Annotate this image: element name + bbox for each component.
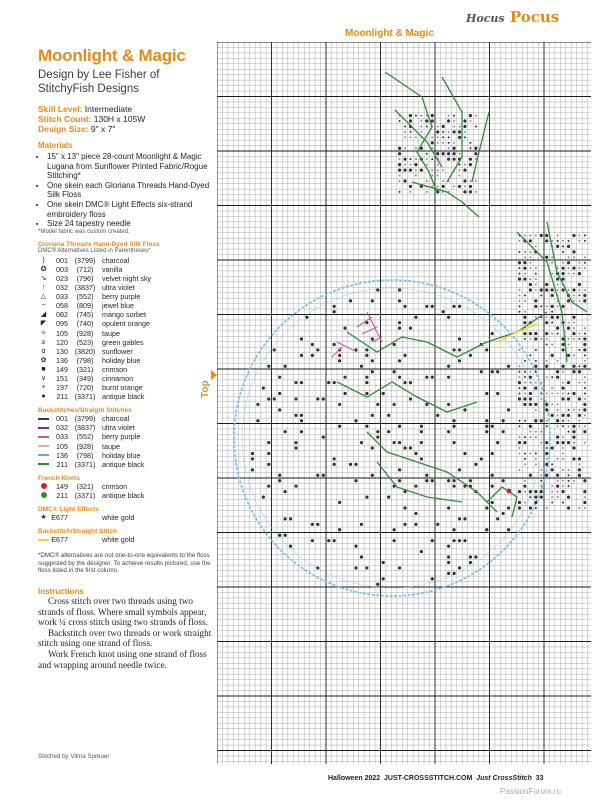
color-name: crimson [102, 364, 128, 374]
stitch-symbol-icon: ) [42, 256, 45, 264]
key-row [38, 356, 216, 365]
dmc-number: (798) [76, 355, 94, 365]
key-row [38, 423, 216, 432]
key-row [38, 513, 216, 522]
byline: Design by Lee Fisher of StitchyFish Designs [38, 69, 160, 95]
floss-number: 211 [56, 490, 68, 500]
color-name: white gold [102, 535, 135, 545]
key-row [38, 347, 216, 356]
dmc-number: (3371) [74, 459, 96, 469]
floss-number: 058 [56, 301, 68, 311]
brand-logo: Hocus Pocus [466, 8, 560, 26]
floss-number: 211 [56, 392, 68, 402]
key-row [38, 374, 216, 383]
stitch-symbol-icon: ↑ [41, 284, 46, 292]
french-knot-icon [41, 492, 47, 498]
dmc-number: (552) [76, 432, 94, 442]
dmc-number: (809) [76, 301, 94, 311]
stitch-symbol-icon: ✧ [40, 329, 47, 337]
color-name: antique black [102, 392, 145, 402]
color-name: sunflower [102, 346, 133, 356]
key-row [38, 460, 216, 469]
backstitch-line-icon [38, 436, 49, 438]
stitched-by-credit: Stitched by Vilma Spreuer [38, 753, 110, 760]
color-name: holiday blue [102, 355, 141, 365]
floss-number: 136 [56, 450, 68, 460]
page-footer: Halloween 2022 JUST-CROSSSTITCH.COM Just CrossStitch 33 [328, 775, 544, 782]
stitch-symbol-icon: ✪ [40, 265, 47, 273]
backstitch-line-icon [38, 539, 49, 541]
color-name: charcoal [102, 255, 130, 265]
floss-number: 136 [56, 355, 68, 365]
materials-list [38, 152, 216, 229]
key-row [38, 265, 216, 274]
floss-number: 033 [56, 432, 68, 442]
key-row [38, 338, 216, 347]
french-knot-heading: French Knots [38, 474, 80, 482]
stitch-symbol-icon: ≥ [41, 338, 46, 346]
stitch-symbol-icon: ● [41, 393, 46, 401]
floss-number: 130 [56, 346, 68, 356]
backstitch-key [38, 414, 216, 469]
stitch-symbol-icon: △ [40, 293, 47, 301]
light-effects-key [38, 513, 216, 522]
floss-number: E677 [51, 535, 68, 545]
key-row [38, 451, 216, 460]
key-row [38, 392, 216, 401]
list-item: • Size 24 tapestry needle [47, 219, 216, 229]
floss-number: 082 [56, 310, 68, 320]
key-row [38, 319, 216, 328]
dmc-number: (349) [76, 373, 94, 383]
key-row [38, 414, 216, 423]
dmc-number: (3837) [74, 283, 96, 293]
stitch-symbol-icon: ✿ [40, 356, 47, 364]
stitch-symbol-icon: ∨ [40, 374, 47, 382]
dmc-number: (552) [76, 292, 94, 302]
stitch-symbol-icon: ★ [40, 514, 47, 521]
floss-number: 032 [56, 283, 68, 293]
color-name: crimson [102, 481, 128, 491]
floss-number: 149 [56, 481, 68, 491]
watermark: PassionForum.ru [500, 787, 561, 796]
stitch-symbol-icon: ɑ [41, 347, 46, 355]
instruction-paragraph: Work French knot using one strand of floss and wrapping around needle twice. [38, 648, 207, 670]
color-name: berry purple [102, 432, 141, 442]
dmc-number: (3371) [74, 392, 96, 402]
chart-title: Moonlight & Magic [345, 28, 434, 39]
stitch-symbol-icon: ↘ [40, 274, 47, 282]
key-row [38, 292, 216, 301]
materials-heading: Materials [38, 141, 73, 150]
specs: Skill Level: Intermediate Stitch Count: 130H x 105W Design Size: 9" x 7" [38, 104, 146, 134]
stitch-symbol-icon: ◤ [40, 320, 47, 328]
dmc-number: (712) [76, 264, 94, 274]
color-name: velvet night sky [102, 273, 152, 283]
color-name: antique black [102, 490, 145, 500]
dmc-number: (740) [76, 319, 94, 329]
page-title: Moonlight & Magic [38, 46, 186, 65]
color-name: berry purple [102, 292, 141, 302]
color-name: green gables [102, 337, 144, 347]
color-name: antique black [102, 459, 145, 469]
instruction-paragraph: Backstitch over two threads or work straight stitch using one strand of floss. [38, 627, 212, 649]
color-name: holiday blue [102, 450, 141, 460]
color-name: jewel blue [102, 301, 134, 311]
key-row [38, 442, 216, 451]
backstitch-line-icon [38, 454, 49, 456]
key-row [38, 535, 216, 544]
dmc-number: (3820) [74, 346, 96, 356]
floss-number: 211 [56, 459, 68, 469]
key-row [38, 432, 216, 441]
key-row [38, 491, 216, 500]
key-panel [38, 46, 216, 670]
dmc-number: (720) [76, 383, 94, 393]
light-effects-heading: DMC® Light Effects [38, 506, 99, 513]
key-row [38, 301, 216, 310]
key-row [38, 274, 216, 283]
dmc-number: (928) [76, 328, 94, 338]
top-label: Top [200, 380, 211, 398]
backstitch-heading: Backstitches/Straight Stitches [38, 407, 132, 415]
color-name: taupe [102, 328, 120, 338]
floss-number: 151 [56, 373, 68, 383]
dmc-number: (321) [76, 364, 94, 374]
color-name: ultra violet [102, 423, 135, 433]
light-backstitch-heading: Backstitch/Straight Stitch [38, 528, 118, 536]
french-knot-crimson [507, 489, 512, 494]
floss-number: 197 [56, 383, 68, 393]
floss-number: 032 [56, 423, 68, 433]
floss-number: 001 [56, 255, 68, 265]
floss-number: E677 [51, 513, 68, 522]
color-name: cinnamon [102, 373, 134, 383]
backstitch-line-icon [38, 418, 49, 420]
stitch-symbol-icon: ◢ [40, 311, 47, 319]
dmc-number: (3837) [74, 423, 96, 433]
stitch-symbol-icon: − [41, 302, 46, 310]
key-row [38, 283, 216, 292]
dmc-number: (3799) [74, 255, 96, 265]
dmc-number: (321) [76, 481, 94, 491]
dmc-number: (745) [76, 310, 94, 320]
color-name: vanilla [102, 264, 123, 274]
color-name: ultra violet [102, 283, 135, 293]
color-name: burnt orange [102, 383, 143, 393]
floss-number: 120 [56, 337, 68, 347]
floss-key [38, 256, 216, 402]
instruction-paragraph: Cross stitch over two threads using two strands of floss. Where small symbols appear, work ¼ cross stitch using two strands of floss. [38, 595, 208, 628]
fabric-note: *Model fabric was custom created. [38, 228, 130, 235]
color-name: taupe [102, 441, 120, 451]
list-item: • 15" x 13" piece 28-count Moonlight & Magic Lugana from Sunflower Printed Fabric/Rogue Stitching* [47, 152, 216, 181]
dmc-number: (3799) [74, 414, 96, 424]
floss-subheading: DMC® Alternatives Listed in Parentheses* [38, 247, 151, 254]
floss-number: 001 [56, 414, 68, 424]
dmc-number: (523) [76, 337, 94, 347]
key-row [38, 365, 216, 374]
stitch-symbol-icon: ■ [41, 365, 46, 373]
light-backstitch-key [38, 535, 216, 544]
color-name: charcoal [102, 414, 130, 424]
floss-number: 023 [56, 273, 68, 283]
floss-number: 149 [56, 364, 68, 374]
key-row [38, 310, 216, 319]
floss-number: 105 [56, 328, 68, 338]
dmc-number: (3371) [74, 490, 96, 500]
color-name: opulent orange [102, 319, 150, 329]
floss-number: 105 [56, 441, 68, 451]
dmc-number: (796) [76, 273, 94, 283]
backstitch-line-icon [38, 427, 49, 429]
floss-number: 033 [56, 292, 68, 302]
color-name: mango sorbet [102, 310, 146, 320]
key-row [38, 383, 216, 392]
french-knot-icon [41, 483, 47, 489]
floss-number: 095 [56, 319, 68, 329]
backstitch-line-icon [38, 463, 49, 465]
floss-number: 003 [56, 264, 68, 274]
key-row [38, 256, 216, 265]
key-row [38, 329, 216, 338]
list-item: • One skein DMC® Light Effects six-strand embroidery floss [47, 200, 216, 219]
dmc-number: (798) [76, 450, 94, 460]
backstitch-line-icon [38, 445, 49, 447]
dmc-number: (928) [76, 441, 94, 451]
cross-stitch-chart [217, 42, 591, 764]
dmc-disclaimer: *DMC® alternatives are not one-to-one equivalents to the floss suggested by the designer. To achieve results pictured, use the floss listed in the first column. [38, 552, 211, 575]
list-item: • One skein each Gloriana Threads Hand-Dyed Silk Floss [47, 181, 216, 200]
key-row [38, 482, 216, 491]
color-name: white gold [102, 513, 135, 522]
instructions-heading: Instructions [38, 586, 84, 596]
stitch-symbol-icon: + [41, 384, 46, 392]
floss-heading: Gloriana Threads Hand-Dyed Silk Floss [38, 240, 160, 248]
french-knot-key [38, 482, 216, 500]
